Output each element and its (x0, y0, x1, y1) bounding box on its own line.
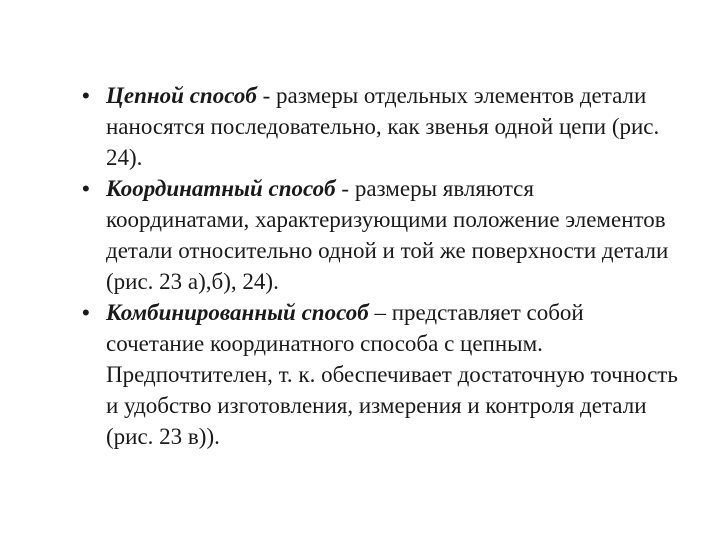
term-chain-method: Цепной способ (106, 83, 257, 108)
term-combined-method: Комбинированный способ (106, 300, 369, 325)
definition-combined-method: – представляет собой сочетание координатного способа с цепным. Предпочтителен, т. к. обеспечивает достаточную точность и удобство изготовления, измерения и контроля детали (рис. 23 в)). (106, 300, 678, 449)
bullet-icon: • (82, 83, 90, 108)
bullet-item-coordinate-method (82, 173, 682, 297)
bullet-item-chain-method (82, 80, 682, 173)
bullet-item-combined-method (82, 297, 682, 452)
bullet-list (82, 80, 682, 452)
bullet-icon: • (82, 300, 90, 325)
definition-coordinate-method: - размеры являются координатами, характеризующими положение элементов детали относительно одной и той же поверхности детали (рис. 23 а),б), 24). (106, 176, 669, 294)
bullet-icon: • (82, 176, 90, 201)
term-coordinate-method: Координатный способ (106, 176, 336, 201)
definition-chain-method: - размеры отдельных элементов детали наносятся последовательно, как звенья одной цепи (рис. 24). (106, 83, 660, 170)
